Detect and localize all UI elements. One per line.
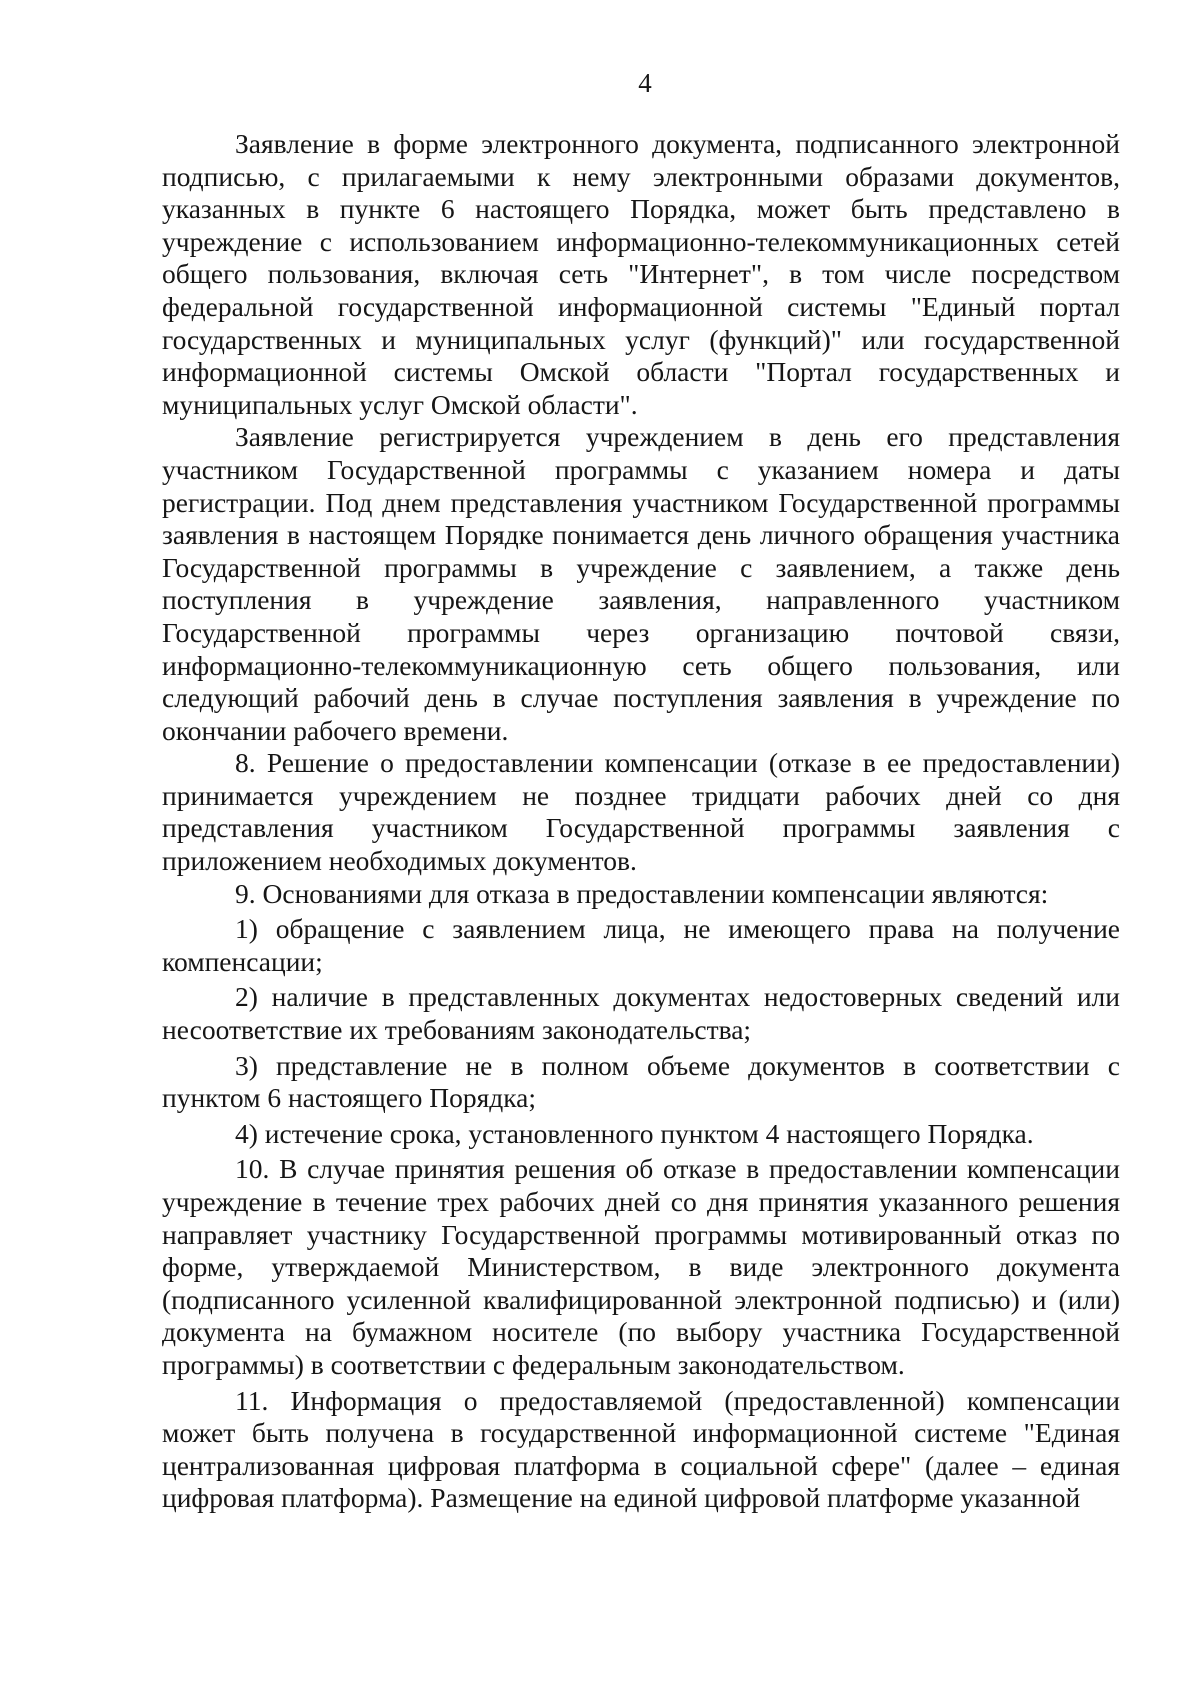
- paragraph-registration: Заявление регистрируется учреждением в день его представления участником Государственной программы с указанием номера и даты регистрации. Под днем представления участником Государственной программы заявления в настоящем Порядке понимается день личного обращения участника Государственной программы в учреждение с заявлением, а также день поступления в учреждение заявления, направленного участником Государственной программы через организацию почтовой связи, информационно-телекоммуникационную сеть общего пользования, или следующий рабочий день в случае поступления заявления в учреждение по окончании рабочего времени.: [162, 421, 1120, 746]
- paragraph-item-9-1: 1) обращение с заявлением лица, не имеющего права на получение компенсации;: [162, 913, 1120, 977]
- paragraph-item-10: 10. В случае принятия решения об отказе в предоставлении компенсации учреждение в течение трех рабочих дней со дня принятия указанного решения направляет участнику Государственной программы мотивированный отказ по форме, утверждаемой Министерством, в виде электронного документа (подписанного усиленной квалифицированной электронной подписью) и (или) документа на бумажном носителе (по выбору участника Государственной программы) в соответствии с федеральным законодательством.: [162, 1153, 1120, 1380]
- paragraph-item-9-4: 4) истечение срока, установленного пунктом 4 настоящего Порядка.: [235, 1117, 1034, 1149]
- document-body: [162, 128, 1120, 1515]
- paragraph-item-9-2: 2) наличие в представленных документах недостоверных сведений или несоответствие их требованиям законодательства;: [162, 981, 1120, 1046]
- paragraph-item-9-3: 3) представление не в полном объеме документов в соответствии с пунктом 6 настоящего Порядка;: [162, 1049, 1120, 1114]
- paragraph-item-8: 8. Решение о предоставлении компенсации (отказе в ее предоставлении) принимается учреждением не позднее тридцати рабочих дней со дня представления участником Государственной программы заявления с приложением необходимых документов.: [162, 747, 1120, 877]
- paragraph-item-9: 9. Основаниями для отказа в предоставлении компенсации являются:: [235, 877, 1049, 909]
- page-number: 4: [638, 68, 652, 98]
- paragraph-electronic-application: Заявление в форме электронного документа, подписанного электронной подписью, с прилагаемыми к нему электронными образами документов, указанных в пункте 6 настоящего Порядка, может быть представлено в учреждение с использованием информационно-телекоммуникационных сетей общего пользования, включая сеть "Интернет", в том числе посредством федеральной государственной информационной системы "Единый портал государственных и муниципальных услуг (функций)" или государственной информационной системы Омской области "Портал государственных и муниципальных услуг Омской области".: [162, 128, 1120, 420]
- paragraph-item-11: 11. Информация о предоставляемой (предоставленной) компенсации может быть получена в государственной информационной системе "Единая централизованная цифровая платформа в социальной сфере" (далее – единая цифровая платформа). Размещение на единой цифровой платформе указанной: [162, 1384, 1120, 1514]
